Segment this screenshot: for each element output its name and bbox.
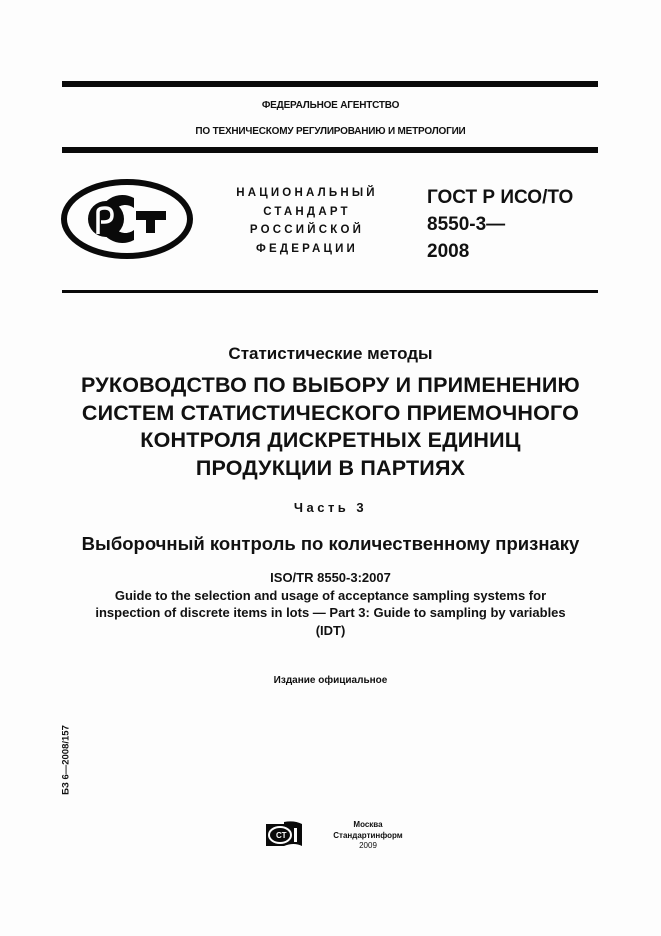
english-title-line: inspection of discrete items in lots — Part 3: Guide to sampling by variables — [95, 605, 566, 620]
iso-reference-block — [0, 569, 661, 639]
title-line: СИСТЕМ СТАТИСТИЧЕСКОГО ПРИЕМОЧНОГО — [81, 400, 580, 425]
edition-note: Издание официальное — [273, 675, 388, 686]
top-rule — [62, 81, 598, 87]
english-title-line: (IDT) — [315, 622, 346, 638]
document-title — [0, 372, 661, 482]
national-standard-label — [222, 184, 392, 258]
gost-r-pct-logo-icon — [60, 178, 194, 260]
svg-text:СТ: СТ — [276, 831, 287, 840]
side-registration-note: БЗ 6—2008/157 — [60, 725, 72, 795]
header-bottom-rule — [62, 290, 598, 293]
standard-designation — [427, 184, 573, 265]
national-standard-line: РОССИЙСКОЙ — [249, 224, 365, 236]
national-standard-line: ФЕДЕРАЦИИ — [255, 242, 359, 255]
national-standard-line: СТАНДАРТ — [263, 205, 351, 218]
english-title-line: Guide to the selection and usage of acceptance sampling systems for — [114, 587, 547, 603]
national-standard-line: НАЦИОНАЛЬНЫЙ — [236, 187, 378, 199]
part-label: Часть 3 — [293, 500, 368, 515]
publisher-info — [333, 820, 403, 852]
publisher-name: Стандартинформ — [333, 830, 403, 840]
designation-line: ГОСТ Р ИСО/ТО — [427, 187, 574, 208]
title-line: ПРОДУКЦИИ В ПАРТИЯХ — [195, 455, 466, 480]
publication-year: 2009 — [359, 841, 377, 850]
designation-line: 2008 — [427, 241, 470, 262]
agency-line-1: ФЕДЕРАЛЬНОЕ АГЕНТСТВО — [261, 100, 400, 111]
standartinform-logo-icon — [264, 820, 304, 850]
subject-heading: Статистические методы — [228, 344, 433, 363]
title-line: РУКОВОДСТВО ПО ВЫБОРУ И ПРИМЕНЕНИЮ — [81, 373, 580, 397]
title-line: КОНТРОЛЯ ДИСКРЕТНЫХ ЕДИНИЦ — [140, 428, 521, 452]
part-title: Выборочный контроль по количественному признаку — [81, 533, 580, 554]
agency-bottom-rule — [62, 147, 598, 153]
agency-line-2: ПО ТЕХНИЧЕСКОМУ РЕГУЛИРОВАНИЮ И МЕТРОЛОГИИ — [195, 126, 466, 137]
designation-line: 8550-3— — [427, 214, 506, 235]
publisher-city: Москва — [353, 820, 383, 829]
iso-reference: ISO/TR 8550-3:2007 — [270, 570, 391, 585]
